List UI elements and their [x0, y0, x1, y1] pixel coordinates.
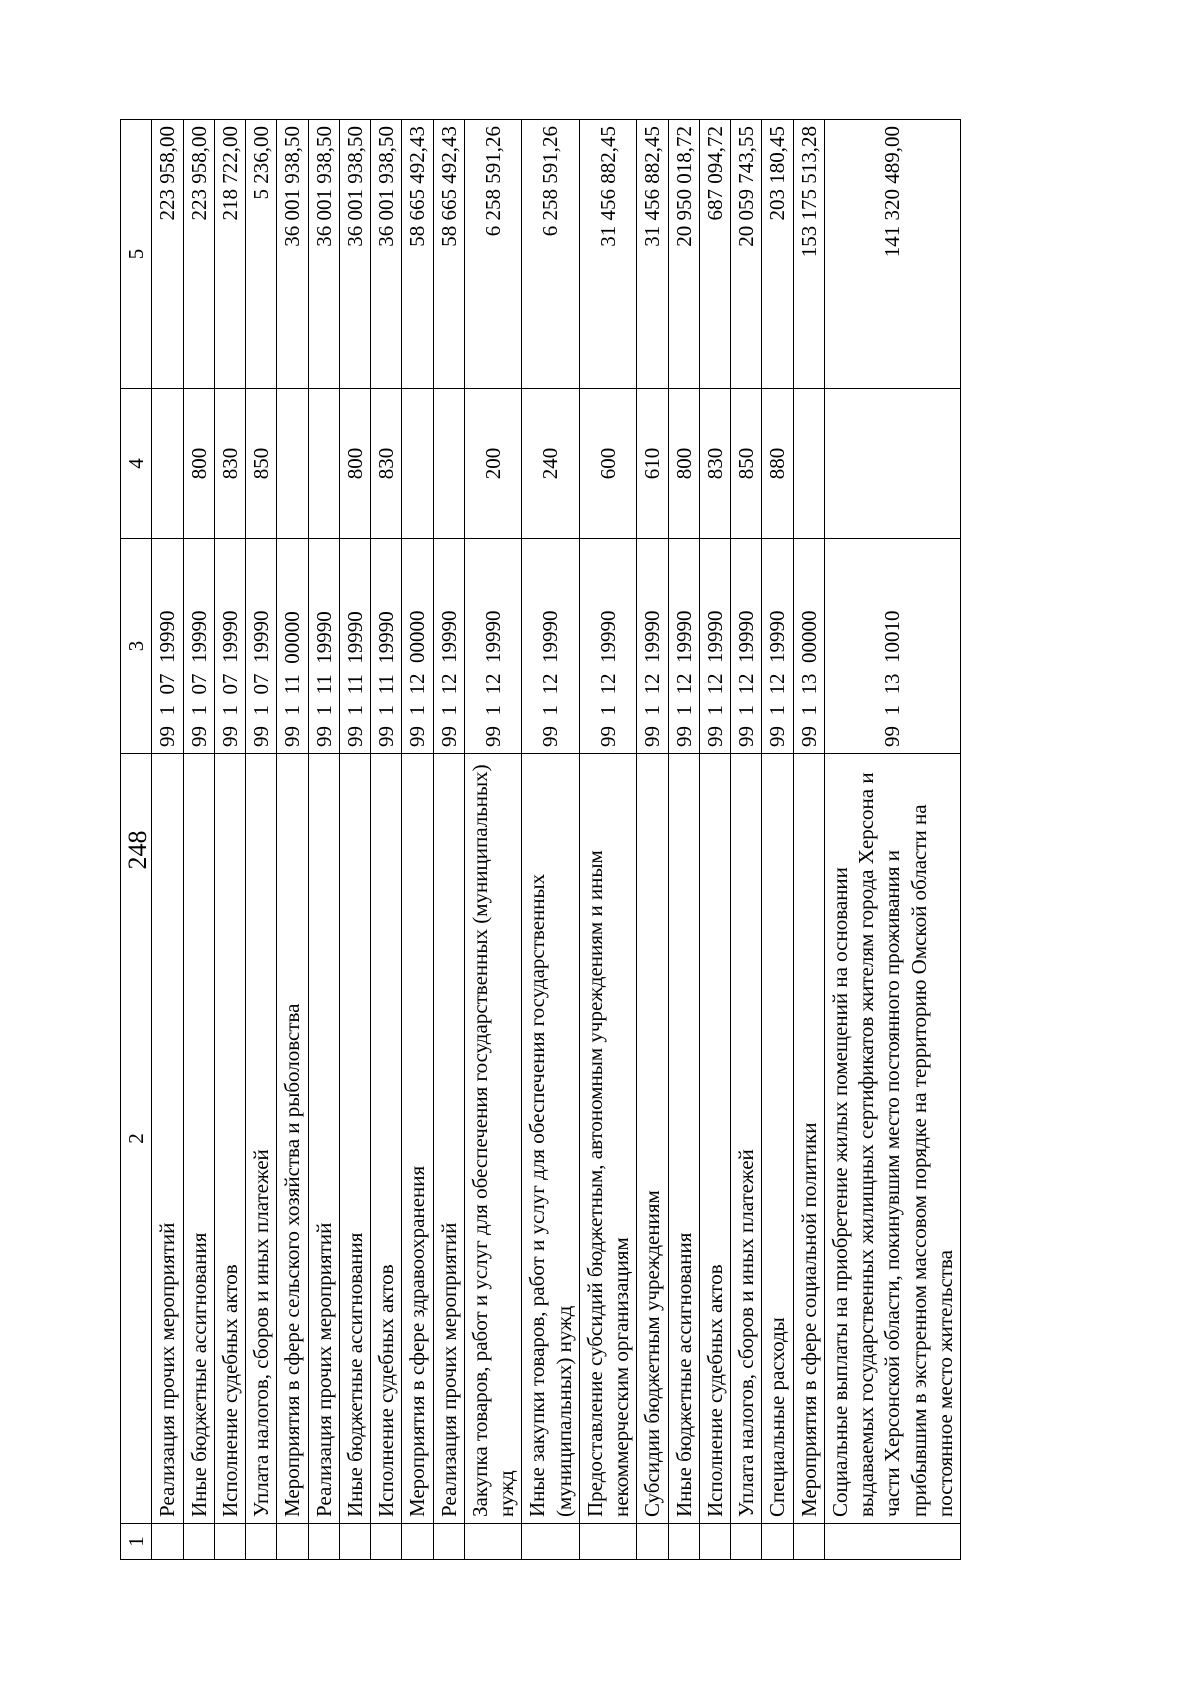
expense-type-cell: 850: [246, 389, 277, 539]
budget-code-cell: 99 1 12 19990: [699, 539, 730, 754]
expense-name-cell: Мероприятия в сфере сельского хозяйства и рыболовства: [277, 754, 308, 1524]
expense-type-cell: 830: [699, 389, 730, 539]
expense-type-cell: [824, 389, 960, 539]
column-header: 5: [121, 120, 152, 389]
table-row: [371, 120, 402, 1560]
table-row: [699, 120, 730, 1560]
row-index-cell: [402, 1524, 433, 1560]
amount-cell: 6 258 591,26: [464, 120, 522, 389]
expense-name-cell: Мероприятия в сфере здравоохранения: [402, 754, 433, 1524]
budget-code-cell: 99 1 12 19990: [464, 539, 522, 754]
row-index-cell: [793, 1524, 824, 1560]
expense-type-cell: [152, 389, 183, 539]
column-header: 2: [121, 754, 152, 1524]
table-row: [433, 120, 464, 1560]
expense-name-cell: Социальные выплаты на приобретение жилых помещений на основании выдаваемых государственных жилищных сертификатов жителям города Херсона и части Херсонской области, покинувшим место постоянного проживания и прибывшим в экстренном массовом порядке на территорию Омской области на постоянное место жительства: [824, 754, 960, 1524]
expense-name-cell: Специальные расходы: [762, 754, 793, 1524]
row-index-cell: [464, 1524, 522, 1560]
amount-cell: 687 094,72: [699, 120, 730, 389]
expense-name-cell: Иные бюджетные ассигнования: [183, 754, 214, 1524]
row-index-cell: [308, 1524, 339, 1560]
amount-cell: 153 175 513,28: [793, 120, 824, 389]
expense-type-cell: 800: [339, 389, 370, 539]
expense-type-cell: [793, 389, 824, 539]
budget-code-cell: 99 1 12 19990: [579, 539, 637, 754]
row-index-cell: [214, 1524, 245, 1560]
amount-cell: 20 950 018,72: [668, 120, 699, 389]
budget-code-cell: 99 1 12 19990: [762, 539, 793, 754]
budget-code-cell: 99 1 11 19990: [308, 539, 339, 754]
row-index-cell: [277, 1524, 308, 1560]
table-row: [762, 120, 793, 1560]
column-header: 3: [121, 539, 152, 754]
budget-code-cell: 99 1 13 00000: [793, 539, 824, 754]
table-row: [793, 120, 824, 1560]
table-header-row: [121, 120, 152, 1560]
amount-cell: 203 180,45: [762, 120, 793, 389]
amount-cell: 31 456 882,45: [637, 120, 668, 389]
table-row: [339, 120, 370, 1560]
budget-code-cell: 99 1 07 19990: [246, 539, 277, 754]
table-row: [637, 120, 668, 1560]
row-index-cell: [668, 1524, 699, 1560]
table-row: [824, 120, 960, 1560]
row-index-cell: [762, 1524, 793, 1560]
expense-type-cell: 880: [762, 389, 793, 539]
expense-type-cell: 850: [731, 389, 762, 539]
expense-type-cell: [433, 389, 464, 539]
budget-table-container: [120, 120, 1120, 1560]
page-number: 248: [123, 830, 152, 870]
amount-cell: 36 001 938,50: [371, 120, 402, 389]
expense-name-cell: Субсидии бюджетным учреждениям: [637, 754, 668, 1524]
expense-name-cell: Исполнение судебных актов: [214, 754, 245, 1524]
budget-code-cell: 99 1 12 19990: [433, 539, 464, 754]
expense-name-cell: Реализация прочих мероприятий: [308, 754, 339, 1524]
table-row: [402, 120, 433, 1560]
column-header: 4: [121, 389, 152, 539]
row-index-cell: [579, 1524, 637, 1560]
amount-cell: 223 958,00: [183, 120, 214, 389]
table-row: [731, 120, 762, 1560]
table-row: [214, 120, 245, 1560]
table-row: [464, 120, 522, 1560]
expense-type-cell: 830: [214, 389, 245, 539]
expense-name-cell: Реализация прочих мероприятий: [433, 754, 464, 1524]
expense-type-cell: 600: [579, 389, 637, 539]
budget-code-cell: 99 1 11 19990: [371, 539, 402, 754]
budget-code-cell: 99 1 07 19990: [183, 539, 214, 754]
budget-code-cell: 99 1 13 10010: [824, 539, 960, 754]
expense-type-cell: [308, 389, 339, 539]
expense-type-cell: 200: [464, 389, 522, 539]
row-index-cell: [699, 1524, 730, 1560]
amount-cell: 58 665 492,43: [433, 120, 464, 389]
budget-code-cell: 99 1 12 19990: [668, 539, 699, 754]
expense-name-cell: Закупка товаров, работ и услуг для обеспечения государственных (муниципальных) нужд: [464, 754, 522, 1524]
expense-name-cell: Реализация прочих мероприятий: [152, 754, 183, 1524]
expense-type-cell: 800: [668, 389, 699, 539]
expense-type-cell: 240: [522, 389, 580, 539]
table-row: [522, 120, 580, 1560]
amount-cell: 36 001 938,50: [277, 120, 308, 389]
expense-name-cell: Предоставление субсидий бюджетным, автономным учреждениям и иным некоммерческим организациям: [579, 754, 637, 1524]
amount-cell: 36 001 938,50: [339, 120, 370, 389]
amount-cell: 58 665 492,43: [402, 120, 433, 389]
table-row: [277, 120, 308, 1560]
budget-code-cell: 99 1 11 19990: [339, 539, 370, 754]
column-header: 1: [121, 1524, 152, 1560]
budget-table: [120, 119, 961, 1560]
expense-type-cell: 830: [371, 389, 402, 539]
row-index-cell: [152, 1524, 183, 1560]
budget-code-cell: 99 1 12 00000: [402, 539, 433, 754]
budget-code-cell: 99 1 12 19990: [731, 539, 762, 754]
table-row: [579, 120, 637, 1560]
expense-name-cell: Исполнение судебных актов: [371, 754, 402, 1524]
expense-type-cell: 610: [637, 389, 668, 539]
row-index-cell: [339, 1524, 370, 1560]
expense-type-cell: 800: [183, 389, 214, 539]
expense-name-cell: Исполнение судебных актов: [699, 754, 730, 1524]
expense-type-cell: [402, 389, 433, 539]
row-index-cell: [522, 1524, 580, 1560]
budget-code-cell: 99 1 07 19990: [152, 539, 183, 754]
table-row: [246, 120, 277, 1560]
expense-name-cell: Уплата налогов, сборов и иных платежей: [731, 754, 762, 1524]
expense-name-cell: Иные бюджетные ассигнования: [668, 754, 699, 1524]
amount-cell: 218 722,00: [214, 120, 245, 389]
budget-code-cell: 99 1 12 19990: [637, 539, 668, 754]
budget-code-cell: 99 1 11 00000: [277, 539, 308, 754]
amount-cell: 223 958,00: [152, 120, 183, 389]
expense-name-cell: Уплата налогов, сборов и иных платежей: [246, 754, 277, 1524]
amount-cell: 20 059 743,55: [731, 120, 762, 389]
budget-code-cell: 99 1 07 19990: [214, 539, 245, 754]
row-index-cell: [371, 1524, 402, 1560]
row-index-cell: [824, 1524, 960, 1560]
row-index-cell: [433, 1524, 464, 1560]
expense-name-cell: Иные закупки товаров, работ и услуг для обеспечения государственных (муниципальных) нужд: [522, 754, 580, 1524]
row-index-cell: [183, 1524, 214, 1560]
row-index-cell: [731, 1524, 762, 1560]
amount-cell: 5 236,00: [246, 120, 277, 389]
table-row: [152, 120, 183, 1560]
expense-type-cell: [277, 389, 308, 539]
amount-cell: 6 258 591,26: [522, 120, 580, 389]
table-row: [668, 120, 699, 1560]
row-index-cell: [637, 1524, 668, 1560]
expense-name-cell: Иные бюджетные ассигнования: [339, 754, 370, 1524]
row-index-cell: [246, 1524, 277, 1560]
table-row: [183, 120, 214, 1560]
amount-cell: 31 456 882,45: [579, 120, 637, 389]
amount-cell: 36 001 938,50: [308, 120, 339, 389]
amount-cell: 141 320 489,00: [824, 120, 960, 389]
expense-name-cell: Мероприятия в сфере социальной политики: [793, 754, 824, 1524]
table-row: [308, 120, 339, 1560]
budget-code-cell: 99 1 12 19990: [522, 539, 580, 754]
